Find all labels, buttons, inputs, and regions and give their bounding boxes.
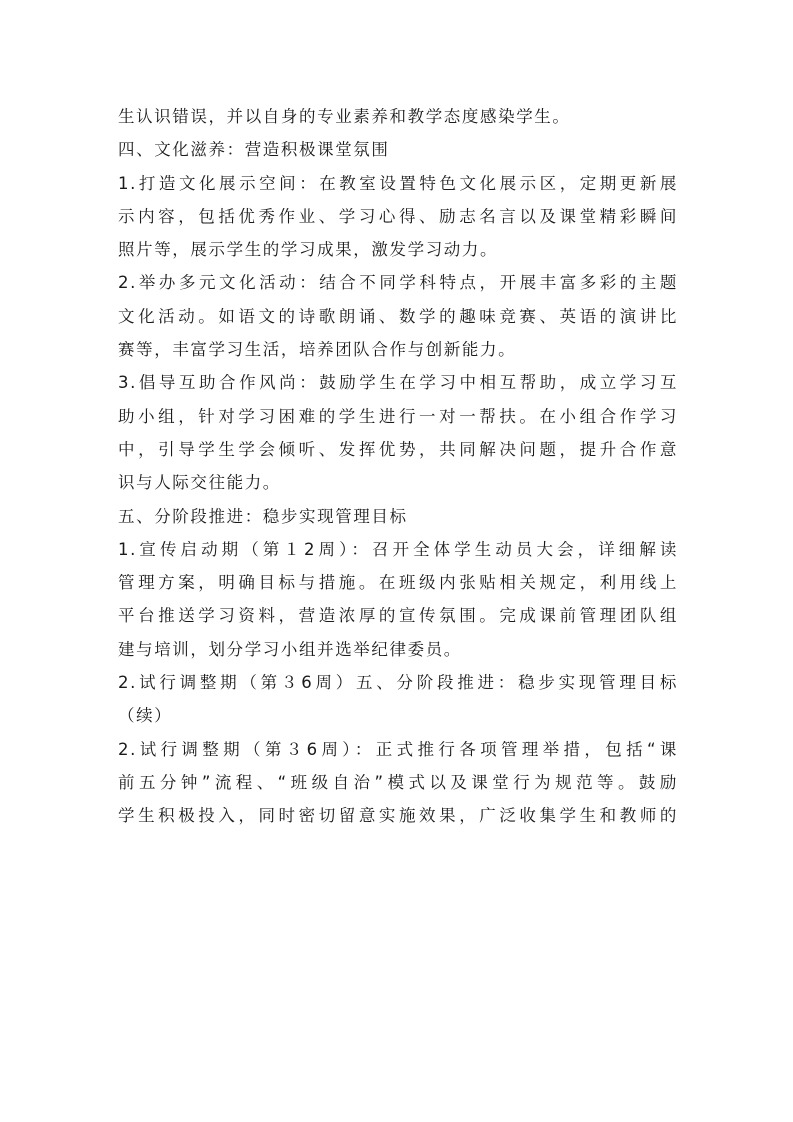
text-line: 识与人际交往能力。 [118, 473, 281, 493]
text-line: 助小组，针对学习困难的学生进行一对一帮扶。在小组合作学习 [118, 406, 678, 426]
text-line: 建与培训，划分学习小组并选举纪律委员。 [118, 639, 462, 659]
text-line: 平台推送学习资料，营造浓厚的宣传氛围。完成课前管理团队组 [118, 606, 678, 626]
text-line: 文化活动。如语文的诗歌朗诵、数学的趣味竞赛、英语的演讲比 [118, 306, 678, 326]
text-line: 生认识错误，并以自身的专业素养和教学态度感染学生。 [118, 107, 571, 126]
text-line: 四、文化滋养：营造积极课堂氛围 [118, 140, 390, 160]
text-line: 学生积极投入，同时密切留意实施效果，广泛收集学生和教师的 [118, 806, 678, 826]
text-line: 管理方案，明确目标与措施。在班级内张贴相关规定，利用线上 [118, 573, 678, 593]
document-body [118, 100, 678, 833]
text-line: 3.倡导互助合作风尚：鼓励学生在学习中相互帮助，成立学习互 [118, 373, 678, 393]
text-line: 2.举办多元文化活动：结合不同学科特点，开展丰富多彩的主题 [118, 273, 678, 293]
text-line: 1.打造文化展示空间：在教室设置特色文化展示区，定期更新展 [118, 173, 678, 193]
text-line: 示内容，包括优秀作业、学习心得、励志名言以及课堂精彩瞬间 [118, 206, 678, 226]
text-line: （续） [118, 706, 173, 726]
text-line: 中，引导学生学会倾听、发挥优势，共同解决问题，提升合作意 [118, 439, 678, 459]
text-line: 2.试行调整期（第３6周）五、分阶段推进：稳步实现管理目标 [118, 673, 678, 693]
text-line: 五、分阶段推进：稳步实现管理目标 [118, 506, 408, 526]
text-line: 2.试行调整期（第３6周）：正式推行各项管理举措，包括“课 [118, 739, 678, 759]
text-line: 前五分钟”流程、“班级自治”模式以及课堂行为规范等。鼓励 [118, 772, 678, 792]
text-line: 照片等，展示学生的学习成果，激发学习动力。 [118, 240, 499, 260]
text-line: 1.宣传启动期（第１2周）：召开全体学生动员大会，详细解读 [118, 539, 678, 559]
text-line: 赛等，丰富学习生活，培养团队合作与创新能力。 [118, 340, 517, 360]
